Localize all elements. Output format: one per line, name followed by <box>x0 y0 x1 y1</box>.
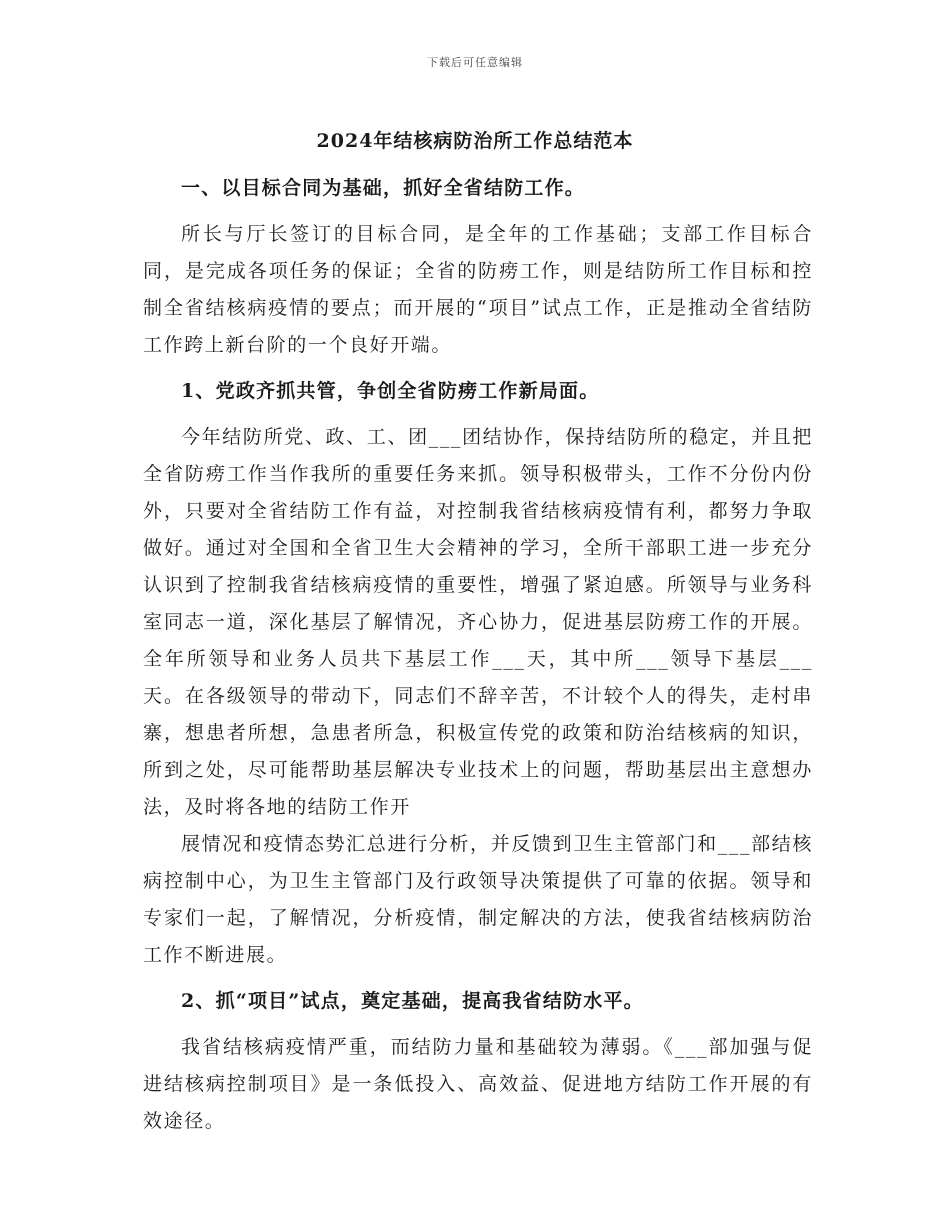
header-note: 下载后可任意编辑 <box>427 56 523 69</box>
paragraph-3: 展情况和疫情态势汇总进行分析，并反馈到卫生主管部门和___部结核病控制中心，为卫生主管部门及行政领导决策提供了可靠的依据。领导和专家们一起，了解情况，分析疫情，制定解决的方法，使我省结核病防治工作不断进展。 <box>143 833 813 966</box>
section-heading-3: 2、抓“项目”试点，奠定基础，提高我省结防水平。 <box>181 990 644 1012</box>
paragraph-2: 今年结防所党、政、工、团___团结协作，保持结防所的稳定，并且把全省防痨工作当作我所的重要任务来抓。领导积极带头，工作不分份内份外，只要对全省结防工作有益，对控制我省结核病疫情有利，都努力争取做好。通过对全国和全省卫生大会精神的学习，全所干部职工进一步充分认识到了控制我省结核病疫情的重要性，增强了紧迫感。所领导与业务科室同志一道，深化基层了解情况，齐心协力，促进基层防痨工作的开展。全年所领导和业务人员共下基层工作___天，其中所___领导下基层___天。在各级领导的带动下，同志们不辞辛苦，不计较个人的得失，走村串寨，想患者所想，急患者所急，积极宣传党的政策和防治结核病的知识，所到之处，尽可能帮助基层解决专业技术上的问题，帮助基层出主意想办法，及时将各地的结防工作开 <box>143 426 813 818</box>
section-heading-2: 1、党政齐抓共管，争创全省防痨工作新局面。 <box>181 380 600 402</box>
document-body <box>143 170 813 1140</box>
paragraph-1: 所长与厅长签订的目标合同，是全年的工作基础；支部工作目标合同，是完成各项任务的保证；全省的防痨工作，则是结防所工作目标和控制全省结核病疫情的要点；而开展的“项目”试点工作，正是推动全省结防工作跨上新台阶的一个良好开端。 <box>143 223 813 356</box>
document-title: 2024年结核病防治所工作总结范本 <box>316 130 634 152</box>
paragraph-4: 我省结核病疫情严重，而结防力量和基础较为薄弱。《___部加强与促进结核病控制项目》是一条低投入、高效益、促进地方结防工作开展的有效途径。 <box>143 1036 813 1132</box>
section-heading-1: 一、以目标合同为基础，抓好全省结防工作。 <box>181 177 586 199</box>
